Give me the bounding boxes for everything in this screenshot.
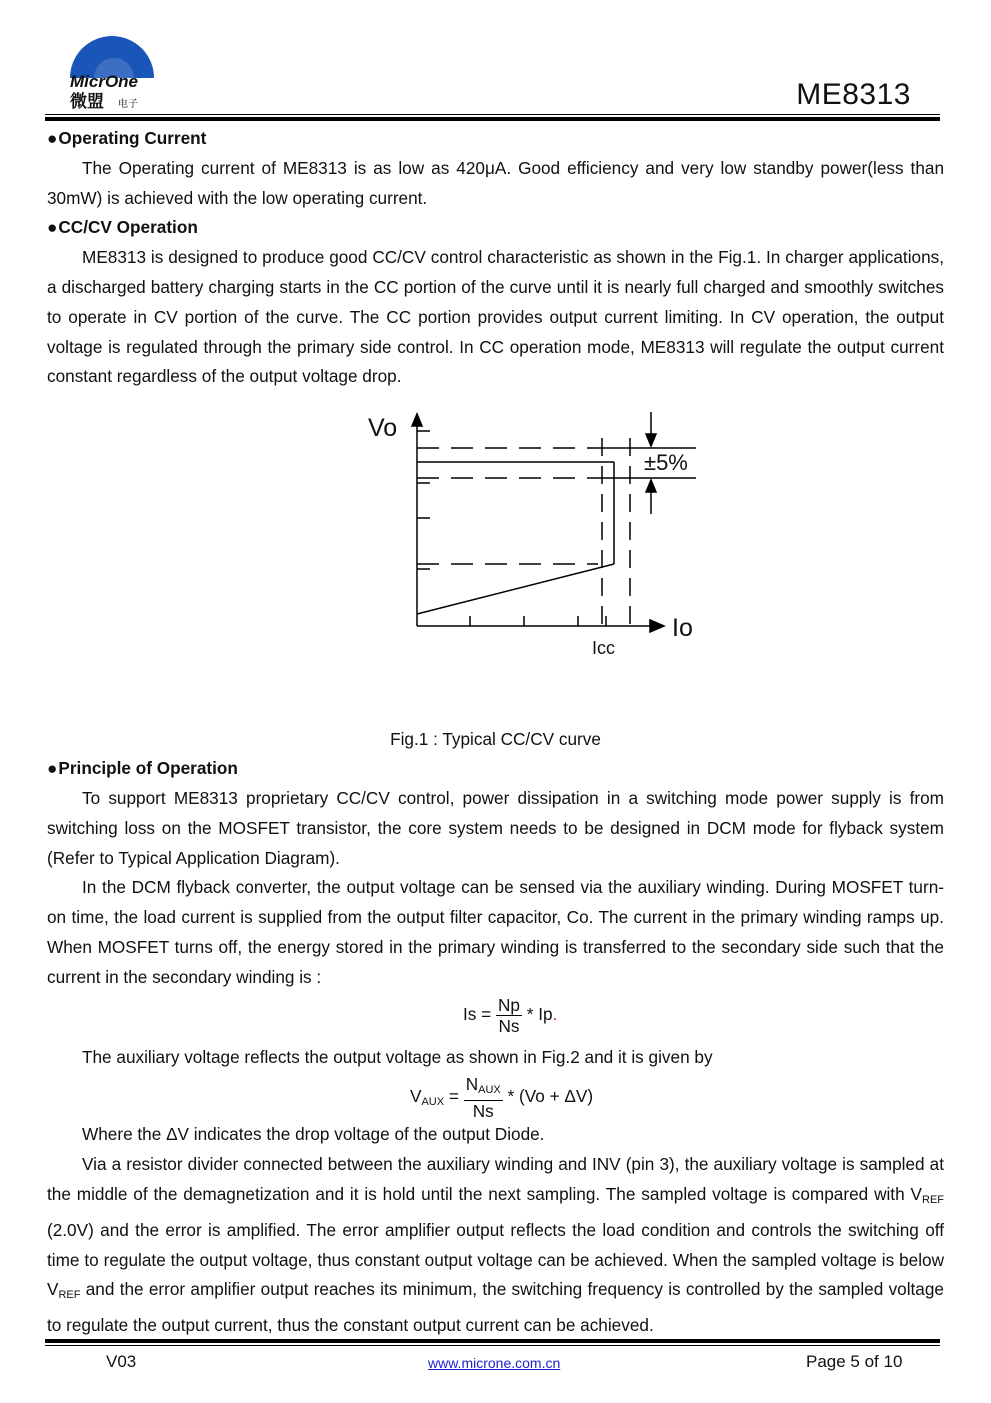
formula-vaux-rhs: * (Vo + ΔV) xyxy=(507,1086,594,1107)
cccv-figure xyxy=(47,404,944,724)
x-axis-label: Io xyxy=(672,614,693,643)
formula-vaux-lhs: $V_{AUX}$ xyxy=(410,1086,445,1109)
formula-is-lhs: Is = xyxy=(463,1003,492,1024)
section-heading-operating-current: ●Operating Current xyxy=(47,128,207,148)
section-heading-principle: ●Principle of Operation xyxy=(47,758,238,779)
footer-version: V03 xyxy=(106,1352,137,1371)
section-heading-cccv: ●CC/CV Operation xyxy=(47,217,198,238)
footer-page-number: Page 5 of 10 xyxy=(806,1352,903,1371)
logo-text-cn-small: 电子 xyxy=(118,99,138,110)
formula-is-fraction: $\frac{Np}{Ns}$ xyxy=(497,994,520,1036)
paragraph-principle-2: In the DCM flyback converter, the output voltage can be sensed via the auxiliary winding. During MOSFET turn-on time, the load current is supplied from the output filter capacitor, Co. The current in the primary winding ramps up. When MOSFET turns off, the energy stored in the primary winding is transferred to the secondary side such that the current in the secondary winding is : xyxy=(47,877,944,987)
logo-text-cn: 微盟 xyxy=(70,92,104,112)
page-content xyxy=(47,124,944,1341)
footer-rule-thick xyxy=(45,1339,940,1343)
formula-vaux: $V_{AUX}$ = $\frac{N_{AUX}}{Ns}$ * (Vo + ΔV) xyxy=(410,1074,594,1122)
logo-icon xyxy=(64,32,158,112)
footer-website-link[interactable]: www.microne.com.cn xyxy=(428,1355,561,1371)
logo-text-en: MicrOne xyxy=(70,72,139,91)
document-title: ME8313 xyxy=(796,78,911,111)
paragraph-principle-5: Via a resistor divider connected between the auxiliary winding and INV (pin 3), the auxiliary voltage is sampled at the middle of the demagnetization and it is hold until the next sampling. The sampled voltage is compared with $V_{REF}$ (2.0V) and the error is amplified. The error amplifier output reflects the load condition and controls the switching off time to regulate the output voltage, thus constant output voltage can be achieved. When the sampled voltage is below $V_{REF}$ and the error amplifier output reaches its minimum, the switching frequency is controlled by the sampled voltage to regulate the output current, thus the constant output current can be achieved. xyxy=(47,1154,944,1336)
y-axis-label: Vo xyxy=(368,414,398,443)
paragraph-principle-1: To support ME8313 proprietary CC/CV control, power dissipation in a switching mode power supply is from switching loss on the MOSFET transistor, the core system needs to be designed in DCM mode for flyback system (Refer to Typical Application Diagram). xyxy=(47,787,944,868)
formula-is xyxy=(47,993,944,1039)
cc-ramp-curve xyxy=(417,564,614,614)
x-tick-label-icc: Icc xyxy=(592,638,616,659)
footer-rule-thin xyxy=(45,1345,940,1346)
tolerance-label: ±5% xyxy=(644,450,688,476)
cccv-curve-diagram xyxy=(320,404,720,666)
paragraph-principle-4: Where the ΔV indicates the drop voltage of the output Diode. xyxy=(82,1124,545,1145)
y-axis-arrow xyxy=(412,414,422,426)
figure-caption: Fig.1 : Typical CC/CV curve xyxy=(390,729,601,750)
formula-is-dot: . xyxy=(552,1003,558,1024)
paragraph-operating-current: The Operating current of ME8313 is as low as 420μA. Good efficiency and very low standby power(less than 30mW) is achieved with the low operating current. xyxy=(47,157,944,208)
microne-logo xyxy=(64,32,158,112)
formula-is-rhs: * Ip xyxy=(526,1003,553,1024)
paragraph-principle-3: The auxiliary voltage reflects the output voltage as shown in Fig.2 and it is given by xyxy=(82,1046,713,1067)
paragraph-cccv: ME8313 is designed to produce good CC/CV control characteristic as shown in the Fig.1. In charger applications, a discharged battery charging starts in the CC portion of the curve until it is nearly full charged and smoothly switches to operate in CV portion of the curve. The CC portion provides output current limiting. In CV operation, the output voltage is regulated through the primary side control. In CC operation mode, ME8313 will regulate the output current constant regardless of the output voltage drop. xyxy=(47,247,944,387)
header-rule-thin xyxy=(45,114,940,115)
formula-vaux-fraction: $\frac{N_{AUX}}{Ns}$ xyxy=(465,1074,501,1122)
x-axis-arrow xyxy=(650,620,664,632)
header-rule-thick xyxy=(45,117,940,121)
